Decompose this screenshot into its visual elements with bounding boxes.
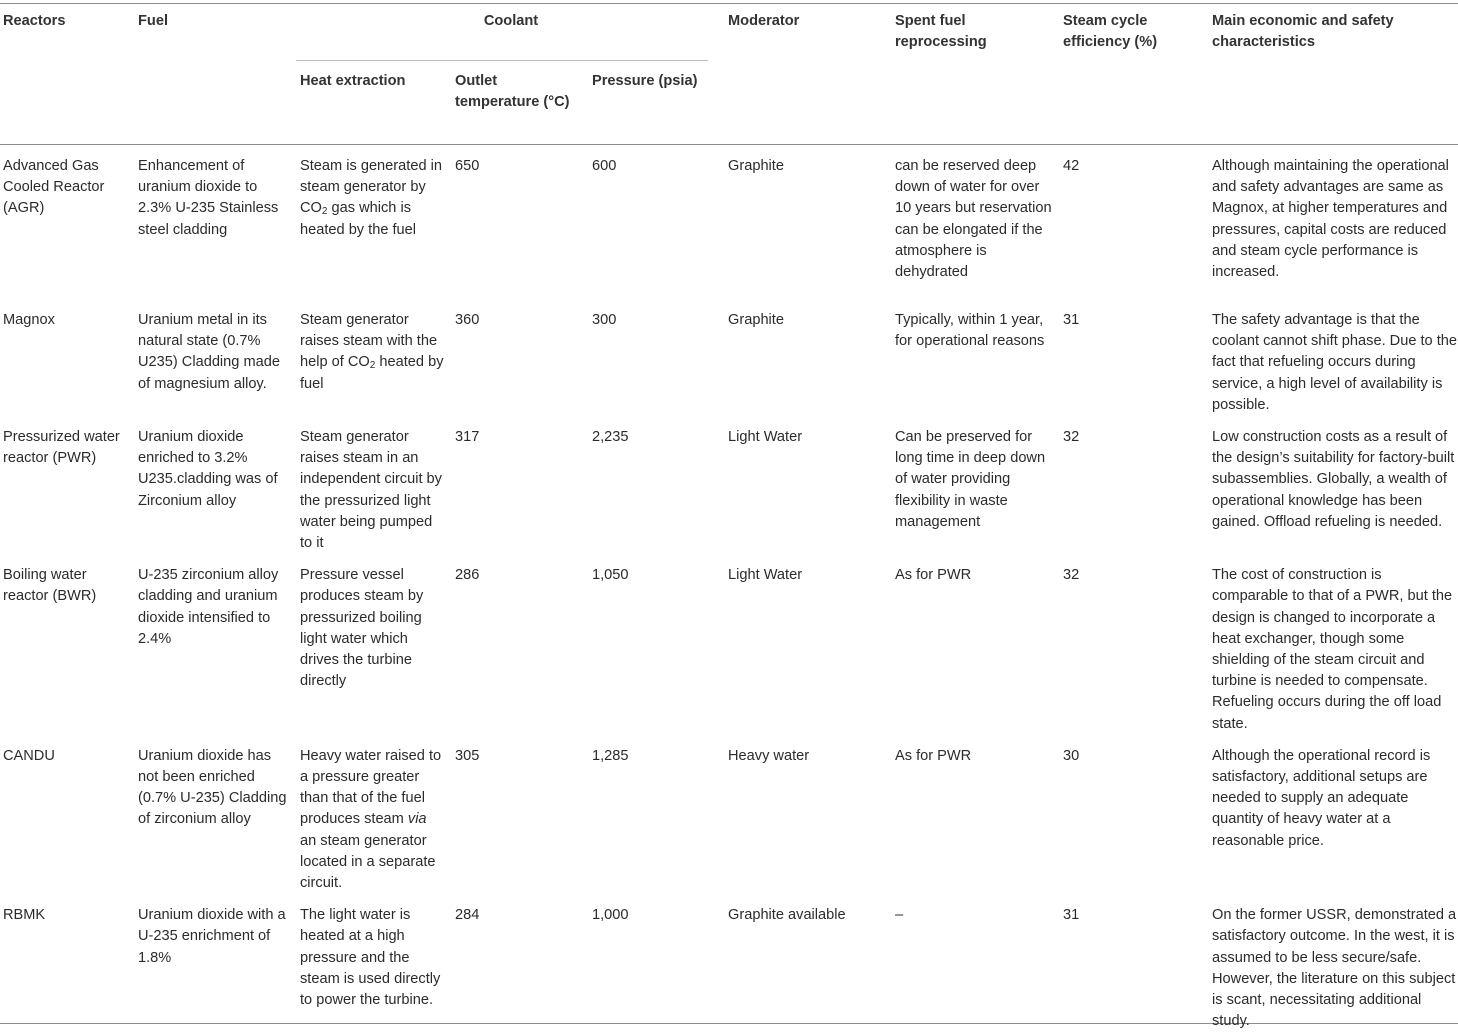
cell-moderator: Light Water bbox=[728, 429, 803, 446]
heat-subscript: 2 bbox=[369, 360, 376, 372]
cell-fuel: Uranium dioxide has not been enriched (0.7% U-235) Cladding of zirconium alloy bbox=[138, 747, 287, 828]
header-reactors: Reactors bbox=[3, 13, 66, 29]
cell-spent-fuel: As for PWR bbox=[895, 567, 972, 584]
cell-pressure: 300 bbox=[592, 312, 617, 328]
header-row-primary bbox=[0, 0, 1458, 61]
table-row bbox=[0, 735, 1458, 894]
cell-temperature: 286 bbox=[455, 567, 480, 584]
cell-moderator: Graphite bbox=[728, 158, 784, 174]
header-economic: Main economic and safety characteristics bbox=[1212, 13, 1394, 51]
header-spent-fuel: Spent fuel reprocessing bbox=[895, 13, 987, 51]
cell-reactor: Pressurized water reactor (PWR) bbox=[3, 429, 120, 467]
cell-moderator: Graphite available bbox=[728, 907, 846, 924]
table-row bbox=[0, 145, 1458, 299]
cell-pressure: 1,000 bbox=[592, 907, 629, 924]
cell-spent-fuel: Typically, within 1 year, for operational reasons bbox=[895, 312, 1045, 350]
cell-economic: Although maintaining the operational and safety advantages are same as Magnox, at higher temperatures and pressures, capital costs are reduced and steam cycle performance is increased. bbox=[1212, 158, 1449, 281]
cell-pressure: 2,235 bbox=[592, 429, 629, 446]
cell-efficiency: 32 bbox=[1063, 429, 1080, 446]
header-outlet-temperature: Outlet temperature (°C) bbox=[455, 73, 570, 111]
cell-moderator: Graphite bbox=[728, 312, 784, 328]
table-row bbox=[0, 894, 1458, 1034]
cell-pressure: 1,285 bbox=[592, 747, 629, 764]
cell-efficiency: 31 bbox=[1063, 907, 1080, 924]
cell-efficiency: 42 bbox=[1063, 158, 1080, 174]
cell-heat-extraction bbox=[297, 299, 452, 416]
heat-text-b: heated by fuel bbox=[300, 354, 444, 392]
table-row bbox=[0, 554, 1458, 735]
heat-text-a: Heavy water raised to a pressure greater than that of the fuel produces steam bbox=[300, 747, 442, 828]
cell-temperature: 284 bbox=[455, 907, 480, 924]
cell-heat-extraction: The light water is heated at a high pressure and the steam is used directly to power the turbine. bbox=[300, 907, 441, 1009]
header-moderator: Moderator bbox=[728, 13, 800, 29]
cell-heat-extraction bbox=[297, 735, 452, 894]
cell-pressure: 600 bbox=[592, 158, 617, 174]
cell-pressure: 1,050 bbox=[592, 567, 629, 584]
cell-heat-extraction: Pressure vessel produces steam by pressurized boiling light water which drives the turbine directly bbox=[300, 567, 424, 690]
cell-fuel: Uranium metal in its natural state (0.7% U235) Cladding made of magnesium alloy. bbox=[138, 312, 280, 392]
cell-reactor: Advanced Gas Cooled Reactor (AGR) bbox=[3, 158, 105, 217]
cell-efficiency: 32 bbox=[1063, 567, 1080, 584]
cell-economic: Although the operational record is satisfactory, additional setups are needed to supply an adequate quantity of heavy water at a reasonable price. bbox=[1212, 747, 1431, 849]
header-pressure: Pressure (psia) bbox=[592, 73, 698, 89]
cell-spent-fuel: can be reserved deep down of water for over 10 years but reservation can be elongated if the atmosphere is dehydrated bbox=[895, 158, 1052, 281]
cell-spent-fuel: – bbox=[895, 907, 904, 924]
cell-fuel: U-235 zirconium alloy cladding and uranium dioxide intensified to 2.4% bbox=[138, 567, 279, 647]
cell-reactor: CANDU bbox=[3, 747, 55, 764]
cell-heat-extraction bbox=[297, 145, 452, 299]
cell-temperature: 650 bbox=[455, 158, 480, 174]
cell-temperature: 305 bbox=[455, 747, 480, 764]
cell-reactor: Magnox bbox=[3, 312, 55, 328]
header-heat-extraction: Heat extraction bbox=[300, 73, 406, 89]
heat-text-b: gas which is heated by the fuel bbox=[300, 200, 417, 238]
cell-temperature: 317 bbox=[455, 429, 480, 446]
heat-text-a: Steam generator raises steam with the help of CO bbox=[300, 312, 438, 371]
cell-efficiency: 31 bbox=[1063, 312, 1080, 328]
cell-fuel: Enhancement of uranium dioxide to 2.3% U-235 Stainless steel cladding bbox=[138, 158, 279, 238]
cell-moderator: Heavy water bbox=[728, 747, 810, 764]
cell-moderator: Light Water bbox=[728, 567, 803, 584]
cell-efficiency: 30 bbox=[1063, 747, 1080, 764]
heat-italic: via bbox=[407, 811, 427, 828]
table-row bbox=[0, 299, 1458, 416]
header-coolant: Coolant bbox=[483, 13, 539, 29]
table-row bbox=[0, 416, 1458, 554]
cell-fuel: Uranium dioxide enriched to 3.2% U235.cladding was of Zirconium alloy bbox=[138, 429, 278, 509]
cell-economic: Low construction costs as a result of the design’s suitability for factory-built subassemblies. Globally, a wealth of operational knowledge has been gained. Offload refueling is needed. bbox=[1212, 429, 1455, 530]
cell-temperature: 360 bbox=[455, 312, 480, 328]
cell-spent-fuel: As for PWR bbox=[895, 747, 972, 764]
cell-reactor: Boiling water reactor (BWR) bbox=[3, 567, 97, 605]
cell-fuel: Uranium dioxide with a U-235 enrichment of 1.8% bbox=[138, 907, 286, 966]
cell-economic: The safety advantage is that the coolant cannot shift phase. Due to the fact that refueling occurs during service, a high level of availability is possible. bbox=[1212, 312, 1458, 413]
cell-economic: The cost of construction is comparable to that of a PWR, but the design is changed to incorporate a heat exchanger, though some shielding of the steam circuit and turbine is needed to compensate. Refueling occurs during the off load state. bbox=[1212, 567, 1453, 732]
cell-economic: On the former USSR, demonstrated a satisfactory outcome. In the west, it is assumed to be less secure/safe. However, the literature on this subject is scant, necessitating additional study. bbox=[1212, 907, 1457, 1030]
cell-heat-extraction: Steam generator raises steam in an independent circuit by the pressurized light water being pumped to it bbox=[300, 429, 442, 552]
heat-text-b: an steam generator located in a separate circuit. bbox=[300, 832, 436, 892]
heat-subscript: 2 bbox=[321, 206, 328, 218]
header-fuel: Fuel bbox=[138, 13, 168, 29]
cell-spent-fuel: Can be preserved for long time in deep down of water providing flexibility in waste management bbox=[895, 429, 1046, 530]
cell-reactor: RBMK bbox=[3, 907, 46, 924]
heat-text-a: Steam is generated in steam generator by CO bbox=[300, 158, 442, 217]
header-steam-cycle: Steam cycle efficiency (%) bbox=[1063, 13, 1158, 51]
